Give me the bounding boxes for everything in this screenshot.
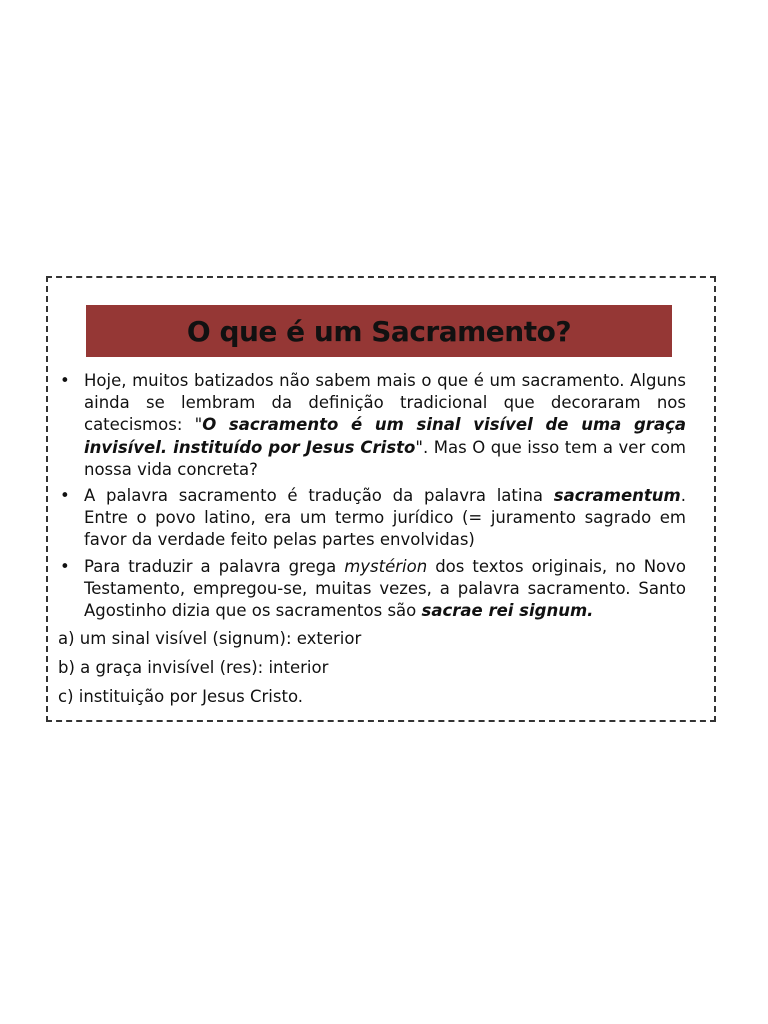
bullet-3-latin-term: sacrae rei signum (421, 601, 588, 621)
bullet-1-text: Hoje, muitos batizados não sabem mais o que é um sacramento. Alguns ainda se lembram da definição tradicional que decoraram nos catecismos: " (84, 371, 686, 435)
bullet-2-term: sacramentum (553, 486, 681, 506)
bullet-icon: • (60, 486, 70, 506)
bullet-item-1 (58, 370, 686, 481)
content-body (58, 370, 686, 709)
bullet-item-3 (58, 556, 686, 623)
bullet-item-2 (58, 485, 686, 552)
page-title: O que é um Sacramento? (186, 314, 572, 348)
bullet-icon: • (60, 371, 70, 390)
bullet-3-period: . (587, 601, 594, 621)
title-banner (86, 305, 672, 357)
bullet-3-greek-term: mystérion (344, 556, 428, 576)
bullet-icon: • (60, 556, 70, 576)
bullet-2-text: A palavra sacramento é tradução da palavra latina (84, 486, 554, 506)
bullet-2-text-end: . Entre o povo latino, era um termo jurídico (= juramento sagrado em favor da verdade feito pelas partes envolvidas) (84, 486, 686, 550)
bullet-3-text-middle: dos textos originais, no Novo Testamento, empregou-se, muitas vezes, a palavra sacramento. Santo Agostinho dizia que os sacramentos são (84, 556, 686, 621)
list-item-c: c) instituição por Jesus Cristo. (58, 687, 303, 707)
bullet-3-text: Para traduzir a palavra grega (84, 556, 345, 576)
bullet-1-definition: O sacramento é um sinal visível de uma graça invisível. instituído por Jesus Cristo (84, 415, 686, 457)
bullet-1-text-end: ". Mas O que isso tem a ver com nossa vida concreta? (84, 437, 686, 479)
list-item-a: a) um sinal visível (signum): exterior (58, 629, 362, 649)
list-item-b: b) a graça invisível (res): interior (58, 658, 329, 678)
